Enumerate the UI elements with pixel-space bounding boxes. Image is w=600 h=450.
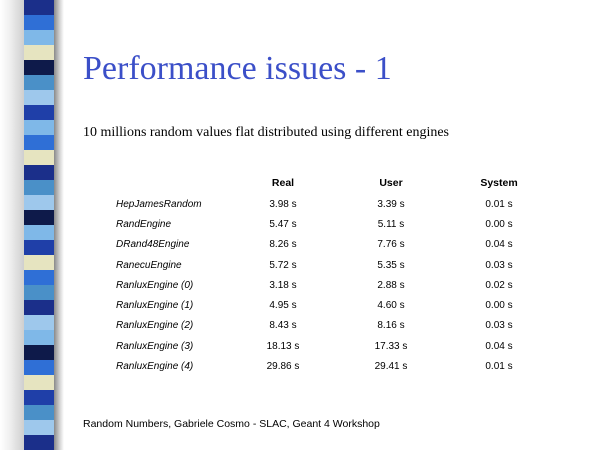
strip-tile	[24, 120, 54, 135]
system-time: 0.01 s	[485, 198, 513, 210]
real-time: 5.47 s	[269, 218, 297, 230]
user-time: 7.76 s	[377, 239, 405, 251]
strip-tile	[24, 420, 54, 435]
strip-shadow	[54, 0, 64, 450]
table-row	[110, 316, 554, 336]
strip-tile	[24, 345, 54, 360]
strip-tile	[24, 405, 54, 420]
slide-subtitle: 10 millions random values flat distributed using different engines	[83, 125, 450, 140]
engine-name: RanecuEngine	[116, 259, 182, 271]
user-time: 17.33 s	[374, 340, 408, 352]
real-time: 8.26 s	[269, 239, 297, 251]
performance-table	[110, 172, 554, 377]
header-user: User	[379, 177, 403, 189]
strip-tile	[24, 300, 54, 315]
table-header-row	[110, 172, 554, 194]
strip-tile	[24, 165, 54, 180]
strip-tile	[24, 435, 54, 450]
real-time: 29.86 s	[266, 361, 300, 373]
user-time: 3.39 s	[377, 198, 405, 210]
table-row	[110, 295, 554, 315]
strip-tile	[24, 375, 54, 390]
real-time: 18.13 s	[266, 340, 300, 352]
strip-tile	[24, 15, 54, 30]
user-time: 29.41 s	[374, 361, 408, 373]
real-time: 3.18 s	[269, 279, 297, 291]
engine-name: RanluxEngine (2)	[116, 320, 194, 332]
table-row	[110, 356, 554, 376]
strip-tile	[24, 225, 54, 240]
table-row	[110, 214, 554, 234]
slide-title: Performance issues - 1	[83, 50, 392, 87]
engine-name: RanluxEngine (1)	[116, 300, 194, 312]
user-time: 2.88 s	[377, 279, 405, 291]
strip-tile	[24, 180, 54, 195]
table-row	[110, 275, 554, 295]
system-time: 0.04 s	[485, 340, 513, 352]
strip-tile	[24, 285, 54, 300]
real-time: 8.43 s	[269, 320, 297, 332]
system-time: 0.03 s	[485, 320, 513, 332]
engine-name: DRand48Engine	[116, 239, 190, 251]
table-row	[110, 255, 554, 275]
slide-footer: Random Numbers, Gabriele Cosmo - SLAC, Geant 4 Workshop	[83, 418, 380, 430]
engine-name: RanluxEngine (4)	[116, 361, 194, 373]
real-time: 3.98 s	[269, 198, 297, 210]
header-real: Real	[271, 177, 295, 189]
strip-tile	[24, 270, 54, 285]
strip-tile	[24, 135, 54, 150]
engine-name: RanluxEngine (0)	[116, 279, 194, 291]
strip-tile	[24, 0, 54, 15]
real-time: 4.95 s	[269, 300, 297, 312]
user-time: 5.11 s	[377, 218, 405, 230]
strip-tile	[24, 195, 54, 210]
header-system: System	[480, 177, 518, 189]
table-row	[110, 235, 554, 255]
strip-tile	[24, 240, 54, 255]
user-time: 4.60 s	[377, 300, 405, 312]
system-time: 0.03 s	[485, 259, 513, 271]
strip-tile	[24, 315, 54, 330]
table-row	[110, 194, 554, 214]
header-engine	[110, 172, 228, 194]
system-time: 0.01 s	[485, 361, 513, 373]
system-time: 0.04 s	[485, 239, 513, 251]
strip-tile	[24, 210, 54, 225]
strip-tile	[24, 255, 54, 270]
strip-tile	[24, 150, 54, 165]
strip-tile	[24, 75, 54, 90]
engine-name: HepJamesRandom	[116, 198, 202, 210]
strip-tile	[24, 390, 54, 405]
strip-tile	[24, 90, 54, 105]
strip-tile	[24, 360, 54, 375]
engine-name: RanluxEngine (3)	[116, 340, 194, 352]
system-time: 0.00 s	[485, 300, 513, 312]
real-time: 5.72 s	[269, 259, 297, 271]
strip-tile	[24, 330, 54, 345]
engine-name: RandEngine	[116, 218, 172, 230]
strip-tile	[24, 60, 54, 75]
system-time: 0.02 s	[485, 279, 513, 291]
table-row	[110, 336, 554, 356]
decorative-side-strip	[0, 0, 64, 450]
strip-tile	[24, 105, 54, 120]
strip-tile	[24, 30, 54, 45]
user-time: 5.35 s	[377, 259, 405, 271]
strip-tile	[24, 45, 54, 60]
user-time: 8.16 s	[377, 320, 405, 332]
system-time: 0.00 s	[485, 218, 513, 230]
